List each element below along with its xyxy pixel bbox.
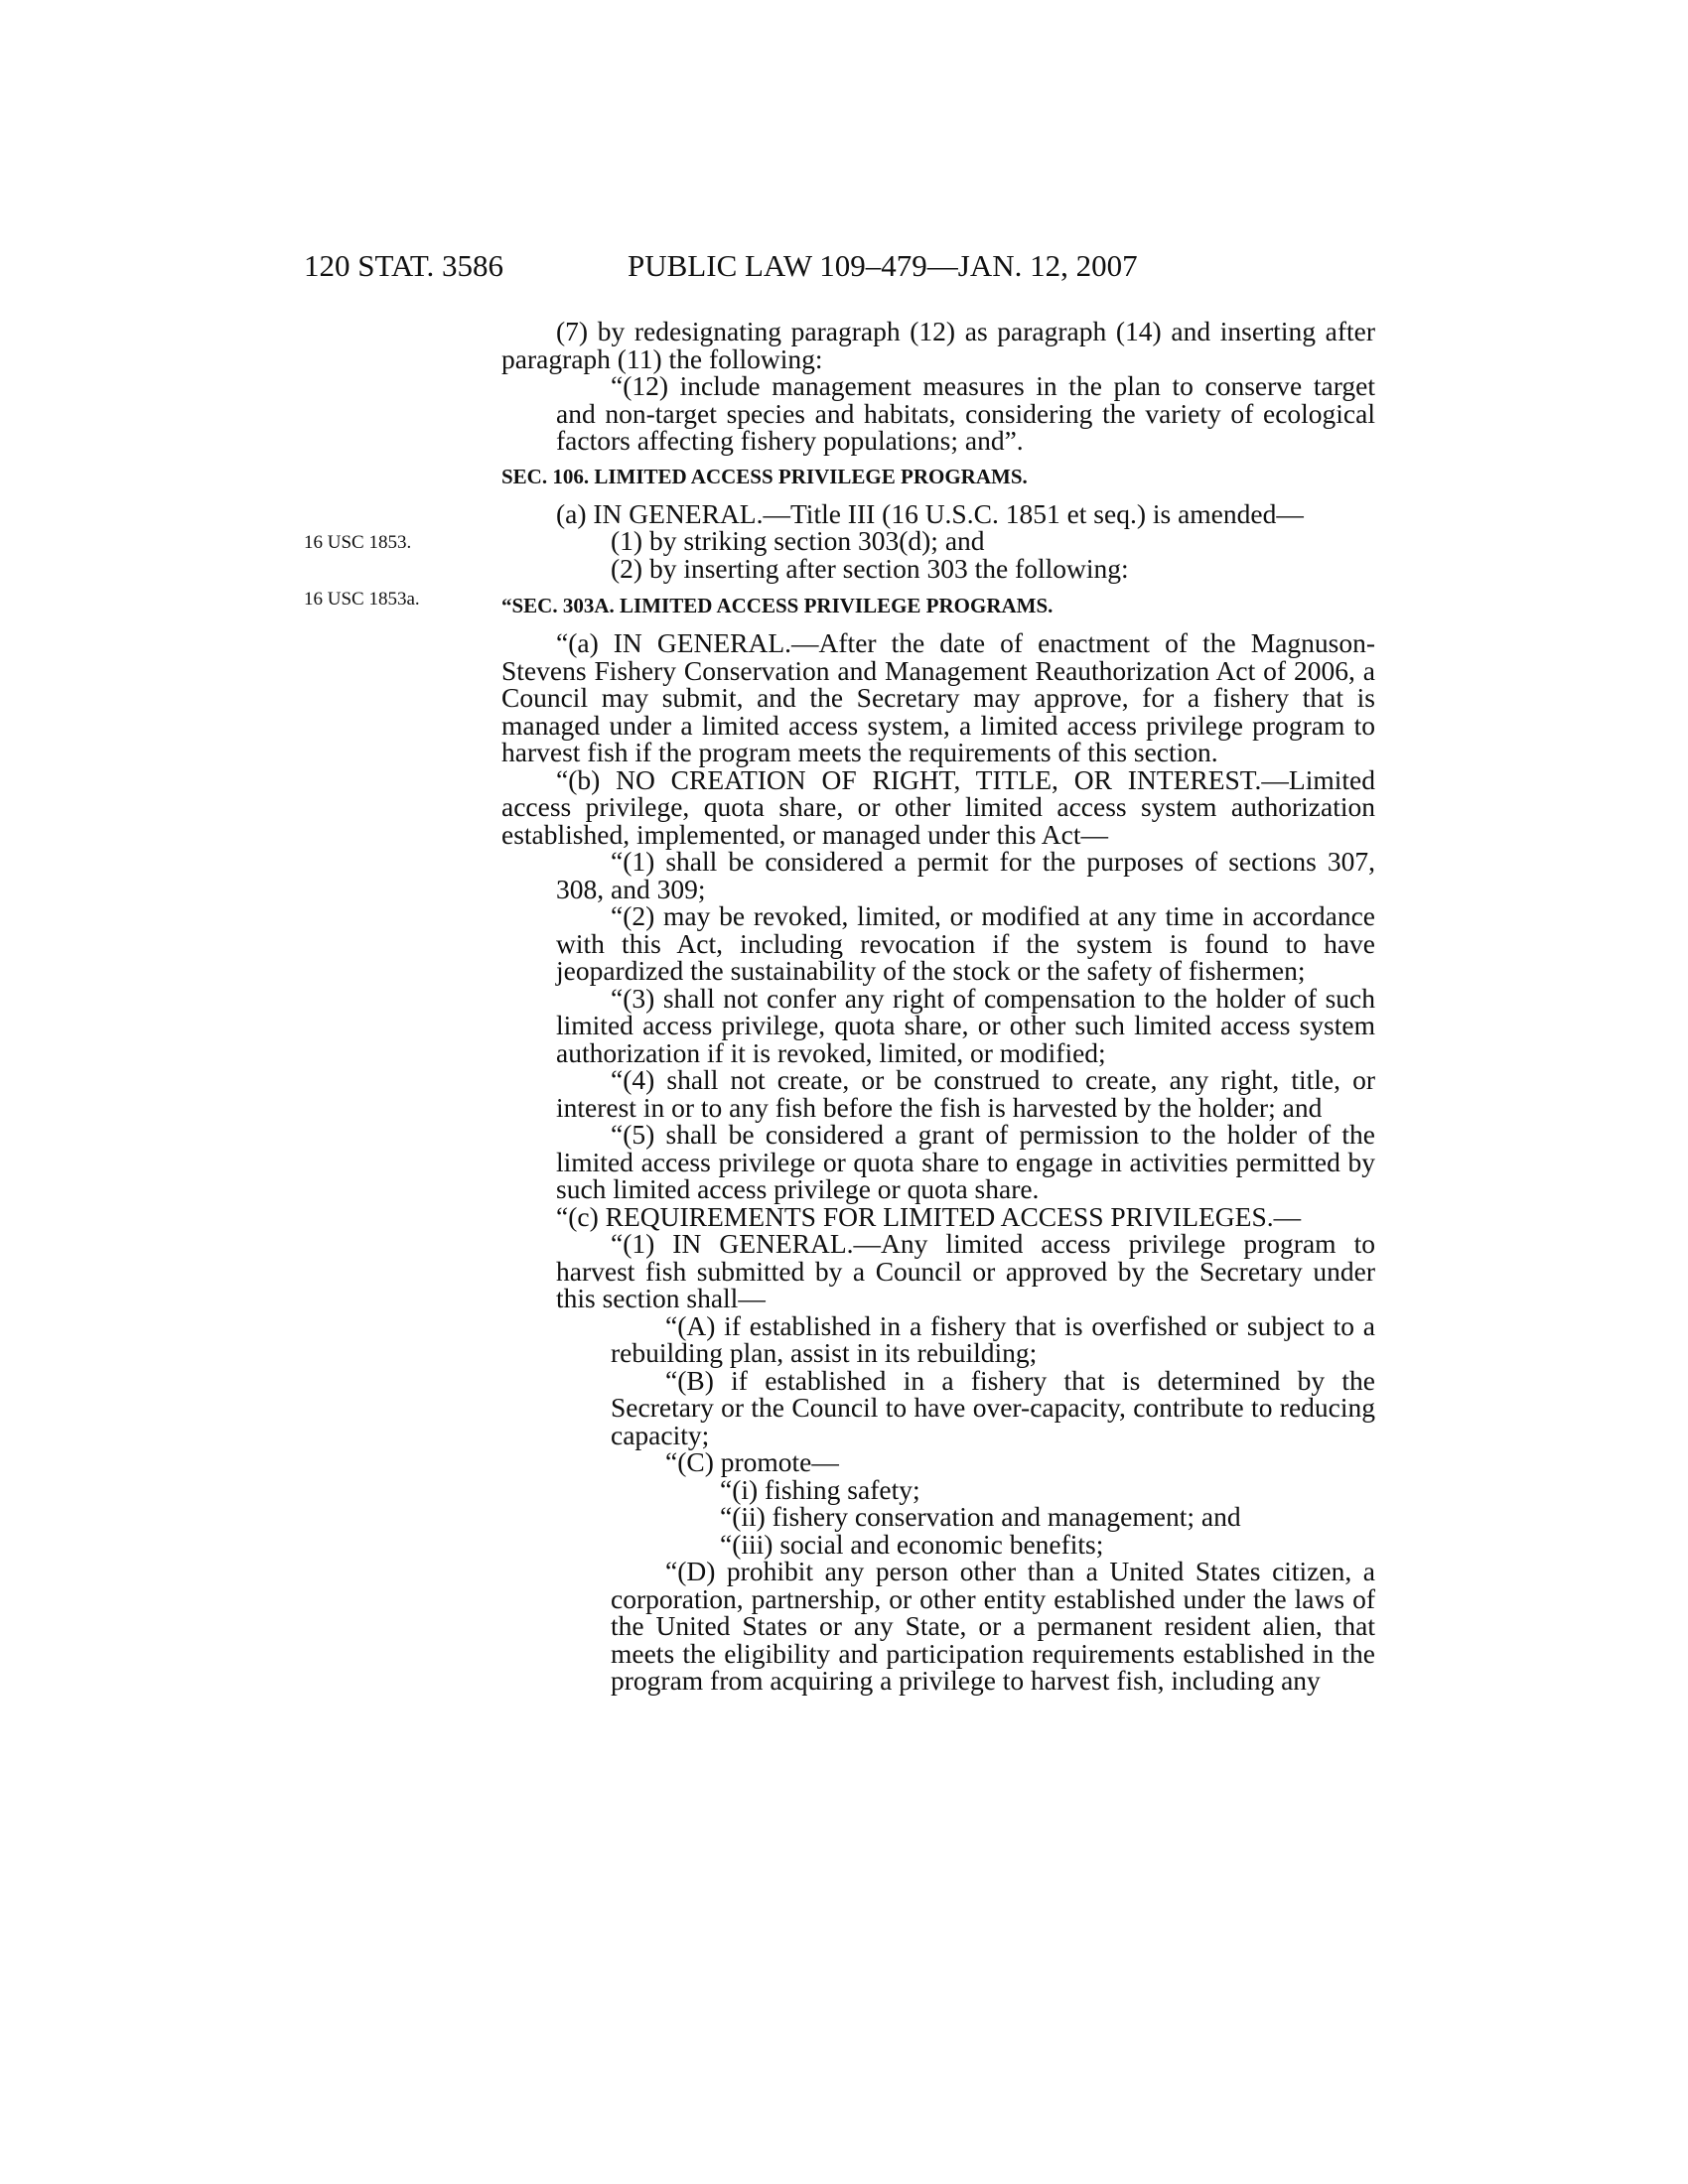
paragraph-a-in-general: (a) IN GENERAL.—Title III (16 U.S.C. 1851 et seq.) is amended— [556, 497, 1304, 529]
page-header [304, 248, 1227, 284]
paragraph-303a-b-1: “(1) shall be considered a permit for the purposes of sections 307, 308, and 309; [556, 846, 1375, 904]
paragraph-12-quote: “(12) include management measures in the plan to conserve target and non-target species and habitats, considering the variety of ecological factors affecting fishery populations; and”. [556, 370, 1375, 456]
paragraph-303a-c-1-c: “(C) promote— [665, 1446, 839, 1477]
margin-note-usc-1853: 16 USC 1853. [304, 532, 412, 553]
margin-note-usc-1853a: 16 USC 1853a. [304, 589, 420, 610]
section-303a-heading: “SEC. 303A. LIMITED ACCESS PRIVILEGE PROGRAMS. [501, 594, 1054, 617]
paragraph-303a-b-5: “(5) shall be considered a grant of permission to the holder of the limited access privilege or quota share to engage in activities permitted by such limited access privilege or quota share. [556, 1119, 1375, 1204]
paragraph-a-2: (2) by inserting after section 303 the following: [611, 552, 1129, 584]
paragraph-303a-c-1-d: “(D) prohibit any person other than a United States citizen, a corporation, partnership, or other entity established under the laws of the United States or any State, or a permanent resident alien, that meets the eligibility and participation requirements established in the program from acquiring a privilege to harvest fish, including any [611, 1556, 1375, 1696]
paragraph-303a-c-1: “(1) IN GENERAL.—Any limited access privilege program to harvest fish submitted by a Council or approved by the Secretary under this section shall— [556, 1228, 1375, 1313]
paragraph-7: (7) by redesignating paragraph (12) as paragraph (14) and inserting after paragraph (11) the following: [501, 316, 1375, 374]
paragraph-303a-c-1-c-i: “(i) fishing safety; [720, 1473, 920, 1505]
public-law-title: PUBLIC LAW 109–479—JAN. 12, 2007 [628, 248, 1138, 283]
paragraph-303a-c-1-a: “(A) if established in a fishery that is overfished or subject to a rebuilding plan, assist in its rebuilding; [611, 1309, 1375, 1368]
paragraph-303a-b-4: “(4) shall not create, or be construed to create, any right, title, or interest in or to any fish before the fish is harvested by the holder; and [556, 1064, 1375, 1123]
paragraph-a-1: (1) by striking section 303(d); and [611, 525, 985, 556]
paragraph-303a-b: “(b) NO CREATION OF RIGHT, TITLE, OR INTEREST.—Limited access privilege, quota share, or other limited access system authorization established, implemented, or managed under this Act— [501, 763, 1375, 850]
paragraph-303a-c-1-c-ii: “(ii) fishery conservation and management; and [720, 1501, 1241, 1532]
document-body [501, 318, 1375, 1695]
paragraph-303a-b-2: “(2) may be revoked, limited, or modified at any time in accordance with this Act, including revocation if the system is found to have jeopardized the sustainability of the stock or the safety of fishermen; [556, 900, 1375, 986]
paragraph-303a-a: “(a) IN GENERAL.—After the date of enactment of the Magnuson-Stevens Fishery Conservation and Management Reauthorization Act of 2006, a Council may submit, and the Secretary may approve, for a fishery that is managed under a limited access system, a limited access privilege program to harvest fish if the program meets the requirements of this section. [501, 627, 1375, 767]
stat-citation: 120 STAT. 3586 [304, 248, 504, 283]
paragraph-303a-c-1-c-iii: “(iii) social and economic benefits; [720, 1528, 1104, 1560]
paragraph-303a-c: “(c) REQUIREMENTS FOR LIMITED ACCESS PRIVILEGES.— [556, 1200, 1302, 1232]
section-106-heading: SEC. 106. LIMITED ACCESS PRIVILEGE PROGRAMS. [501, 464, 1028, 488]
paragraph-303a-c-1-b: “(B) if established in a fishery that is determined by the Secretary or the Council to have over-capacity, contribute to reducing capacity; [611, 1364, 1375, 1450]
paragraph-303a-b-3: “(3) shall not confer any right of compensation to the holder of such limited access privilege, quota share, or other such limited access system authorization if it is revoked, limited, or modified; [556, 982, 1375, 1068]
